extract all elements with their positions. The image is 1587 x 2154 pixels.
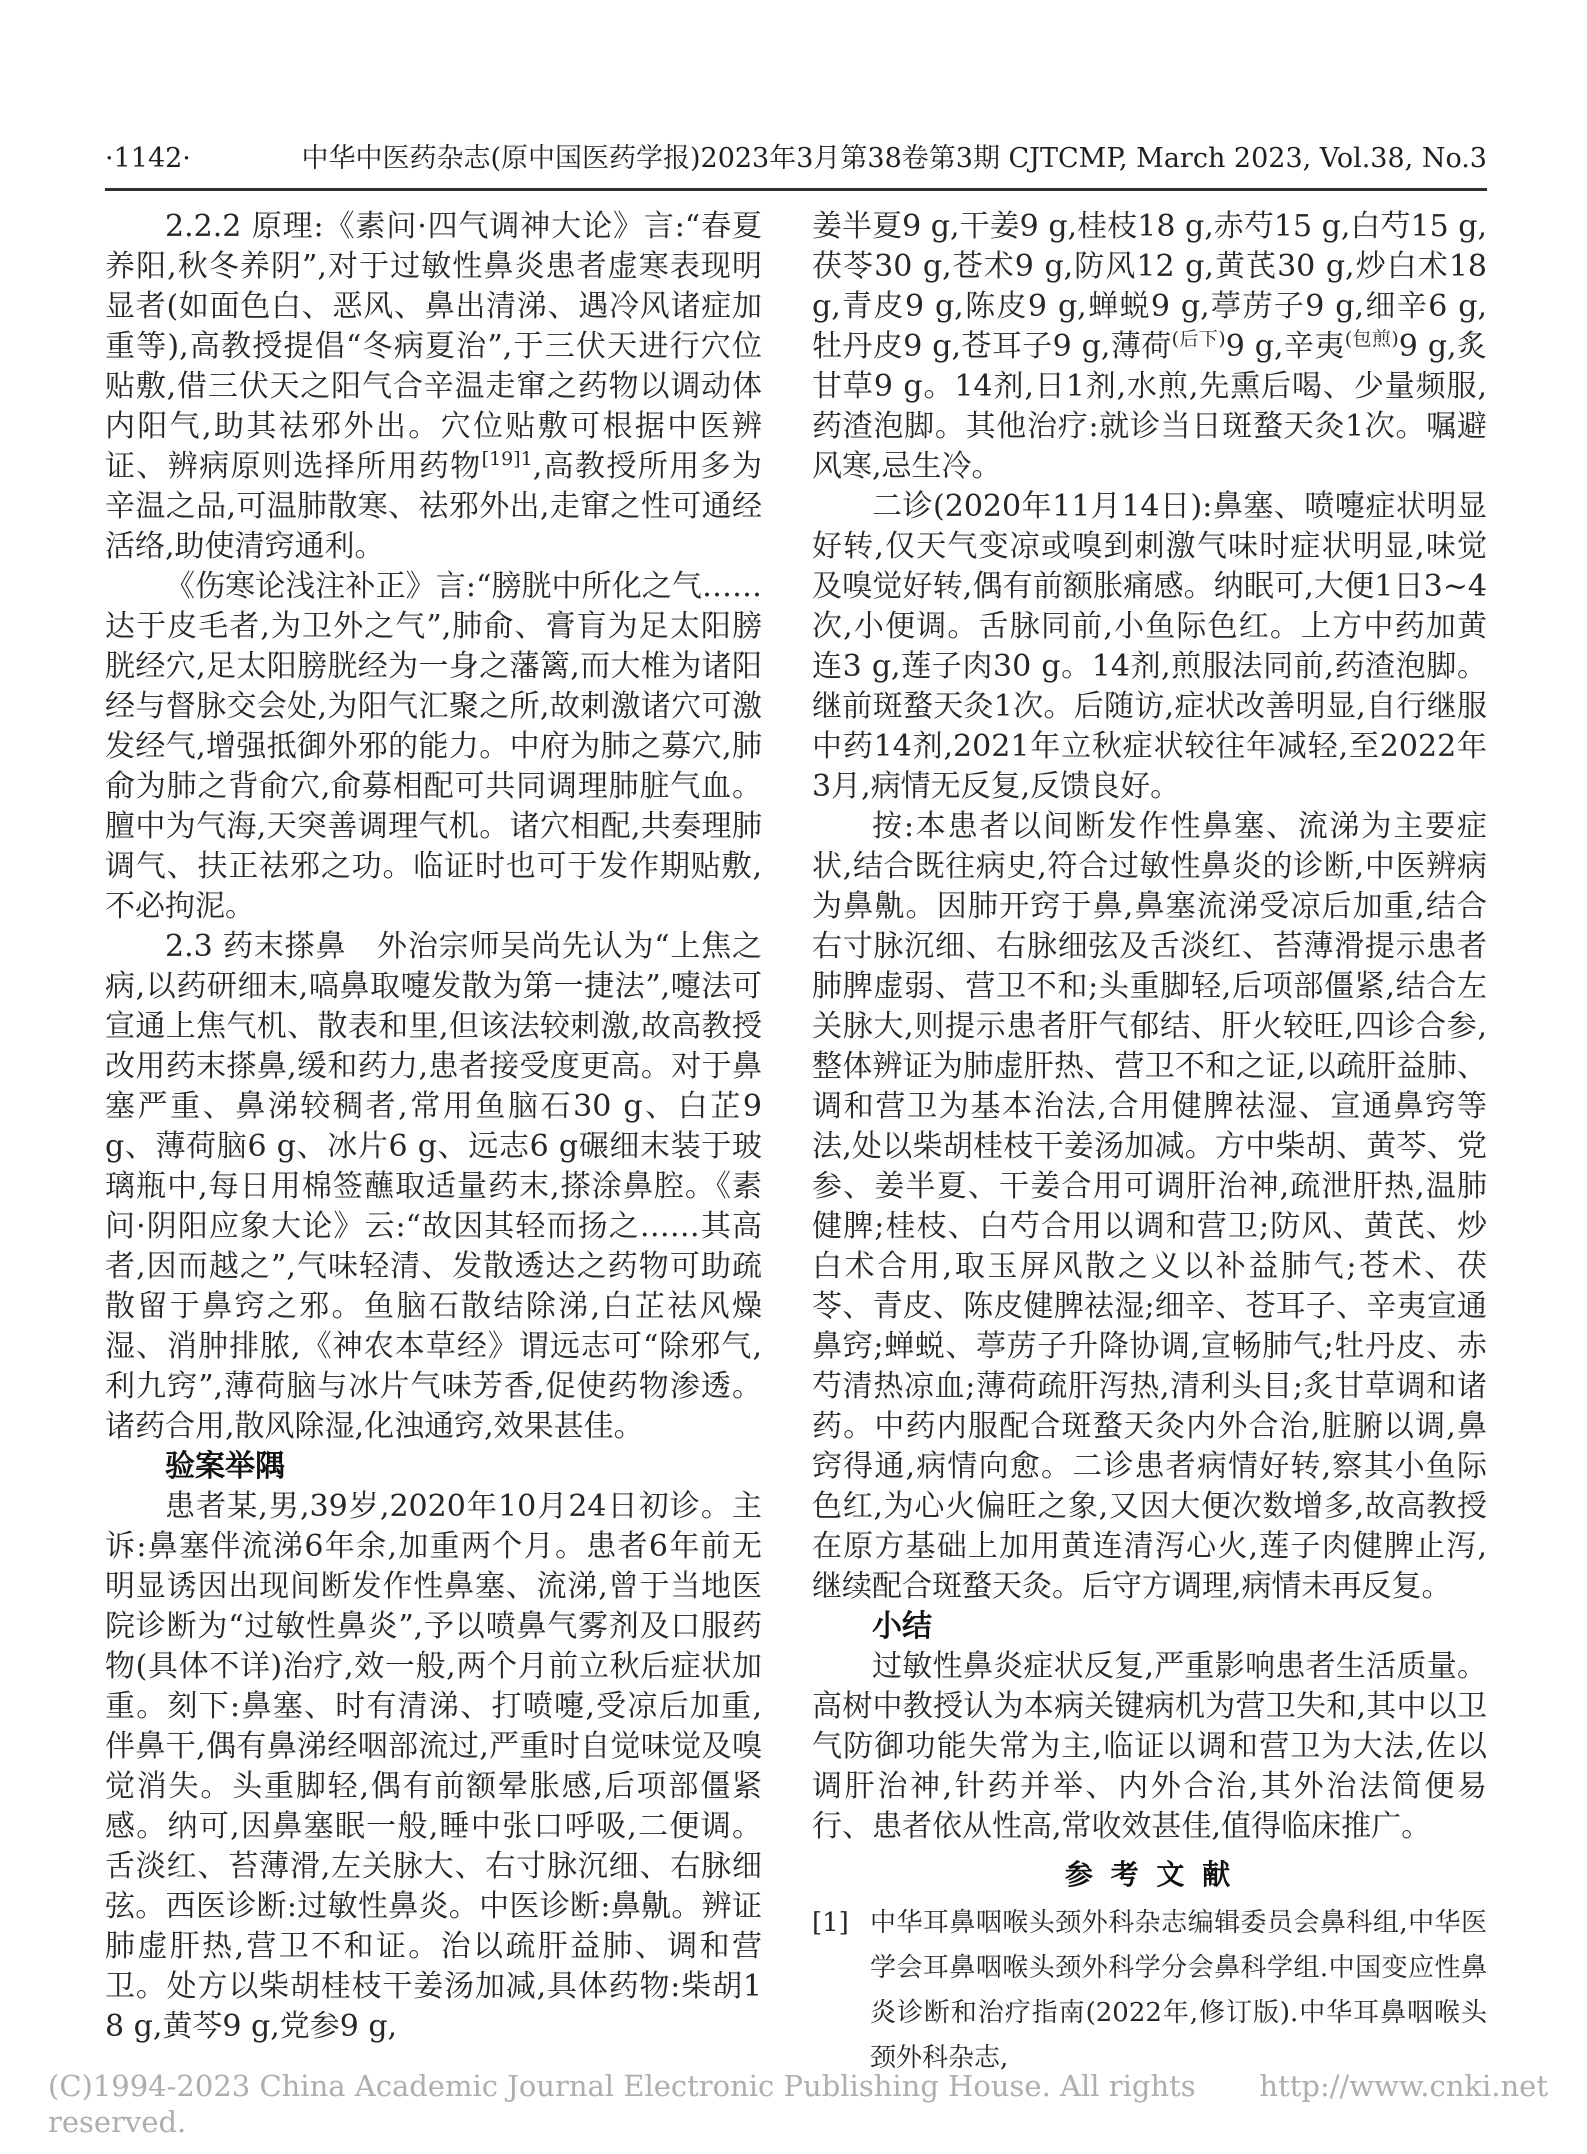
left-column bbox=[105, 207, 762, 2081]
paragraph-text: 2.2.2 原理:《素问·四气调神大论》言:“春夏养阳,秋冬养阴”,对于过敏性鼻炎患者虚寒表现明显者(如面色白、恶风、鼻出清涕、遇冷风诸症加重等),高教授提倡“冬病夏治”,于三伏天进行穴位贴敷,借三伏天之阳气合辛温走窜之药物以调动体内阳气,助其祛邪外出。穴位贴敷可根据中医辨证、辨病原则选择所用药物 bbox=[105, 209, 762, 484]
journal-title-line: 中华中医药杂志(原中国医药学报)2023年3月第38卷第3期 CJTCMP, March 2023, Vol.38, No.3 bbox=[301, 143, 1487, 174]
journal-page bbox=[105, 142, 1487, 2081]
right-column bbox=[812, 207, 1487, 2081]
paragraph bbox=[105, 1487, 762, 2047]
references-heading: 参 考 文 献 bbox=[1064, 1858, 1235, 1891]
paragraph-text: 9 g,辛夷 bbox=[1225, 329, 1345, 364]
article-body bbox=[105, 207, 1487, 2081]
paragraph bbox=[812, 207, 1487, 487]
paragraph-text: 2.3 药末搽鼻 外治宗师吴尚先认为“上焦之病,以药研细末,嗃鼻取嚏发散为第一捷法”,嚏法可宣通上焦气机、散表和里,但该法较刺激,故高教授改用药末搽鼻,缓和药力,患者接受度更高。对于鼻塞严重、鼻涕较稠者,常用鱼脑石30 g、白芷9 g、薄荷脑6 g、冰片6 g、远志6 g碾细末装于玻璃瓶中,每日用棉签蘸取适量药末,搽涂鼻腔。《素问·阴阳应象大论》云:“故因其轻而扬之……其高者,因而越之”,气味轻清、发散透达之药物可助疏散留于鼻窍之邪。鱼脑石散结除涕,白芷祛风燥湿、消肿排脓,《神农本草经》谓远志可“除邪气,利九窍”,薄荷脑与冰片气味芳香,促使药物渗透。诸药合用,散风除湿,化浊通窍,效果甚佳。 bbox=[105, 929, 762, 1444]
superscript-note: [19]1 bbox=[481, 448, 533, 470]
paragraph bbox=[812, 807, 1487, 1607]
paragraph-text: 二诊(2020年11月14日):鼻塞、喷嚏症状明显好转,仅天气变凉或嗅到刺激气味时症状明显,味觉及嗅觉好转,偶有前额胀痛感。纳眠可,大便1日3~4次,小便调。舌脉同前,小鱼际色红。上方中药加黄连3 g,莲子肉30 g。14剂,煎服法同前,药渣泡脚。继前斑蝥天灸1次。后随访,症状改善明显,自行继服中药14剂,2021年立秋症状较往年减轻,至2022年3月,病情无反复,反馈良好。 bbox=[812, 489, 1487, 804]
superscript-note: (包煎) bbox=[1344, 328, 1399, 350]
paragraph bbox=[812, 1647, 1487, 1847]
paragraph-text: 按:本患者以间断发作性鼻塞、流涕为主要症状,结合既往病史,符合过敏性鼻炎的诊断,中医辨病为鼻鼽。因肺开窍于鼻,鼻塞流涕受凉后加重,结合右寸脉沉细、右脉细弦及舌淡红、苔薄滑提示患者肺脾虚弱、营卫不和;头重脚轻,后项部僵紧,结合左关脉大,则提示患者肝气郁结、肝火较旺,四诊合参,整体辨证为肺虚肝热、营卫不和之证,以疏肝益肺、调和营卫为基本治法,合用健脾祛湿、宣通鼻窍等法,处以柴胡桂枝干姜汤加减。方中柴胡、黄芩、党参、姜半夏、干姜合用可调肝治神,疏泄肝热,温肺健脾;桂枝、白芍合用以调和营卫;防风、黄芪、炒白术合用,取玉屏风散之义以补益肺气;苍术、茯苓、青皮、陈皮健脾祛湿;细辛、苍耳子、辛夷宣通鼻窍;蝉蜕、葶苈子升降协调,宣畅肺气;牡丹皮、赤芍清热凉血;薄荷疏肝泻热,清利头目;炙甘草调和诸药。中药内服配合斑蝥天灸内外合治,脏腑以调,鼻窍得通,病情向愈。二诊患者病情好转,察其小鱼际色红,为心火偏旺之象,又因大便次数增多,故高教授在原方基础上加用黄连清泻心火,莲子肉健脾止泻,继续配合斑蝥天灸。后守方调理,病情未再反复。 bbox=[812, 809, 1487, 1604]
paragraph bbox=[105, 927, 762, 1447]
paragraph-text: 过敏性鼻炎症状反复,严重影响患者生活质量。高树中教授认为本病关键病机为营卫失和,其中以卫气防御功能失常为主,临证以调和营卫为大法,佐以调肝治神,针药并举、内外合治,其外治法简便易行、患者依从性高,常收效甚佳,值得临床推广。 bbox=[812, 1649, 1487, 1844]
copyright-text: (C)1994-2023 China Academic Journal Electronic Publishing House. All rights reserved. bbox=[48, 2069, 1196, 2139]
page-footer bbox=[48, 2068, 1548, 2140]
paragraph bbox=[812, 487, 1487, 807]
superscript-note: (后下) bbox=[1171, 328, 1226, 350]
paragraph-text: 9 g,炙甘草9 g。14剂,日1剂,水煎,先熏后喝、少量频服,药渣泡脚。其他治疗:就诊当日斑蝥天灸1次。嘱避风寒,忌生冷。 bbox=[812, 329, 1487, 484]
paragraph bbox=[105, 207, 762, 567]
page-header bbox=[105, 142, 1487, 176]
header-rule bbox=[105, 188, 1487, 191]
paragraph-text: 患者某,男,39岁,2020年10月24日初诊。主诉:鼻塞伴流涕6年余,加重两个月。患者6年前无明显诱因出现间断发作性鼻塞、流涕,曾于当地医院诊断为“过敏性鼻炎”,予以喷鼻气雾剂及口服药物(具体不详)治疗,效一般,两个月前立秋后症状加重。刻下:鼻塞、时有清涕、打喷嚏,受凉后加重,伴鼻干,偶有鼻涕经咽部流过,严重时自觉味觉及嗅觉消失。头重脚轻,偶有前额晕胀感,后项部僵紧感。纳可,因鼻塞眠一般,睡中张口呼吸,二便调。舌淡红、苔薄滑,左关脉大、右寸脉沉细、右脉细弦。西医诊断:过敏性鼻炎。中医诊断:鼻鼽。辨证肺虚肝热,营卫不和证。治以疏肝益肺、调和营卫。处方以柴胡桂枝干姜汤加减,具体药物:柴胡18 g,黄芩9 g,党参9 g, bbox=[105, 1489, 762, 2044]
reference-number: [1] bbox=[812, 1908, 849, 1938]
reference-item bbox=[812, 1901, 1487, 2081]
section-heading: 验案举隅 bbox=[165, 1449, 285, 1484]
page-number: ·1142· bbox=[105, 143, 191, 174]
paragraph-text: ,高教授所用多为辛温之品,可温肺散寒、祛邪外出,走窜之性可通经活络,助使清窍通利。 bbox=[105, 449, 762, 564]
paragraph bbox=[105, 567, 762, 927]
paragraph-text: 姜半夏9 g,干姜9 g,桂枝18 g,赤芍15 g,白芍15 g,茯苓30 g,苍术9 g,防风12 g,黄芪30 g,炒白术18 g,青皮9 g,陈皮9 g,蝉蜕9 g,葶苈子9 g,细辛6 g,牡丹皮9 g,苍耳子9 g,薄荷 bbox=[812, 209, 1487, 364]
reference-text: 中华耳鼻咽喉头颈外科杂志编辑委员会鼻科组,中华医学会耳鼻咽喉头颈外科学分会鼻科学组.中国变应性鼻炎诊断和治疗指南(2022年,修订版).中华耳鼻咽喉头颈外科杂志, bbox=[870, 1908, 1487, 2073]
section-heading: 小结 bbox=[872, 1609, 932, 1644]
cnki-url: http://www.cnki.net bbox=[1259, 2069, 1548, 2103]
paragraph-text: 《伤寒论浅注补正》言:“膀胱中所化之气……达于皮毛者,为卫外之气”,肺俞、膏肓为足太阳膀胱经穴,足太阳膀胱经为一身之藩篱,而大椎为诸阳经与督脉交会处,为阳气汇聚之所,故刺激诸穴可激发经气,增强抵御外邪的能力。中府为肺之募穴,肺俞为肺之背俞穴,俞募相配可共同调理肺脏气血。膻中为气海,天突善调理气机。诸穴相配,共奏理肺调气、扶正祛邪之功。临证时也可于发作期贴敷,不必拘泥。 bbox=[105, 569, 762, 924]
